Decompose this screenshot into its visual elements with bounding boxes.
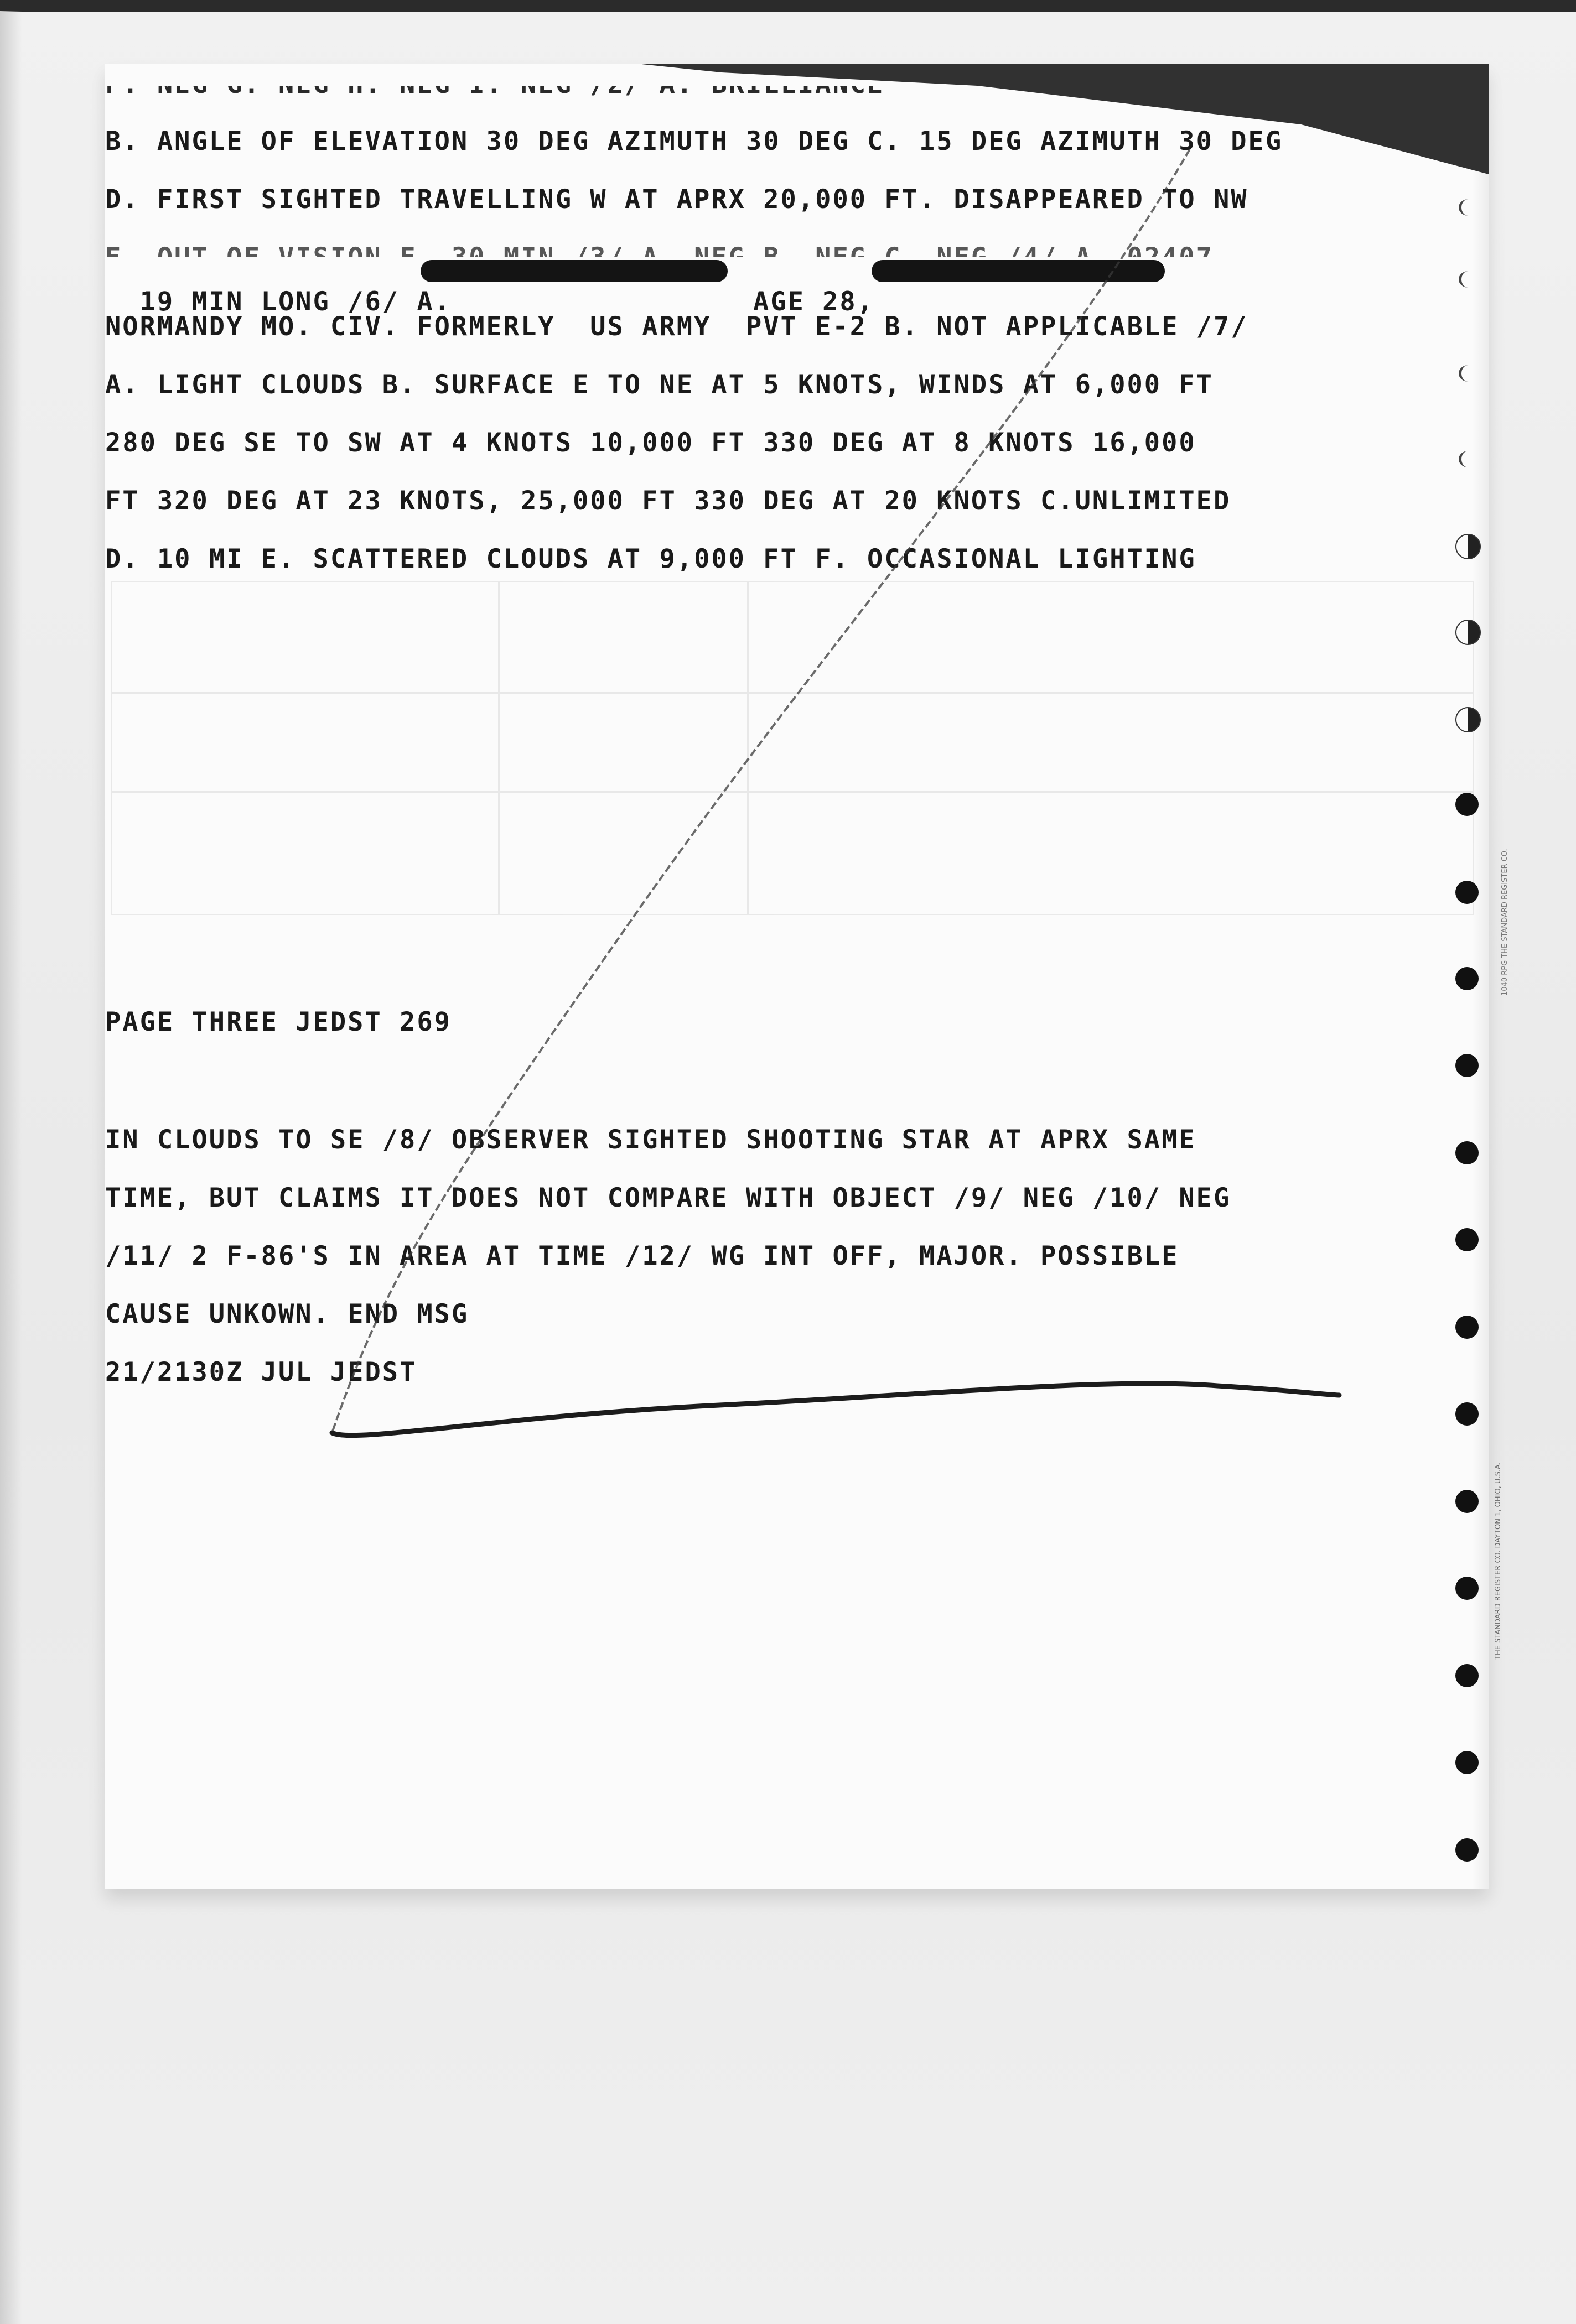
feed-hole <box>1459 271 1478 288</box>
feed-hole <box>1455 1141 1479 1164</box>
feed-hole <box>1455 1490 1479 1513</box>
left-edge-shadow <box>0 11 22 2324</box>
feed-hole <box>1455 1751 1479 1774</box>
feed-hole <box>1455 1838 1479 1862</box>
text-line: NORMANDY MO. CIV. FORMERLY US ARMY PVT E-2 B. NOT APPLICABLE /7/ <box>105 311 1248 342</box>
text-line: IN CLOUDS TO SE /8/ OBSERVER SIGHTED SHOOTING STAR AT APRX SAME <box>105 1125 1196 1155</box>
printer-imprint: THE STANDARD REGISTER CO. DAYTON 1, OHIO, U.S.A. <box>1494 1462 1502 1660</box>
feed-hole <box>1455 1316 1479 1339</box>
text-line: FT 320 DEG AT 23 KNOTS, 25,000 FT 330 DEG AT 20 KNOTS C.UNLIMITED <box>105 486 1231 516</box>
film-top-border <box>0 0 1576 12</box>
message-datetime: 21/2130Z JUL JEDST <box>105 1357 417 1387</box>
redaction-bar <box>421 260 728 282</box>
text-line: D. 10 MI E. SCATTERED CLOUDS AT 9,000 FT F. OCCASIONAL LIGHTING <box>105 544 1196 574</box>
feed-hole <box>1455 1054 1479 1077</box>
line-suffix: AGE 28, <box>753 287 875 317</box>
text-line: B. ANGLE OF ELEVATION 30 DEG AZIMUTH 30 DEG C. 15 DEG AZIMUTH 30 DEG <box>105 126 1283 157</box>
text-line: TIME, BUT CLAIMS IT DOES NOT COMPARE WITH OBJECT /9/ NEG /10/ NEG <box>105 1183 1231 1213</box>
feed-hole <box>1459 451 1478 467</box>
feed-hole <box>1455 620 1481 645</box>
feed-hole <box>1455 534 1481 559</box>
redaction-bar <box>872 260 1165 282</box>
text-line: /11/ 2 F-86'S IN AREA AT TIME /12/ WG INT OFF, MAJOR. POSSIBLE <box>105 1241 1179 1271</box>
page-header: PAGE THREE JEDST 269 <box>105 1007 452 1037</box>
line-prefix: 19 MIN LONG /6/ A. <box>139 287 452 317</box>
feed-hole <box>1455 967 1479 990</box>
text-line: CAUSE UNKOWN. END MSG <box>105 1299 469 1329</box>
text-line: A. LIGHT CLOUDS B. SURFACE E TO NE AT 5 KNOTS, WINDS AT 6,000 FT <box>105 370 1214 400</box>
text-line: 280 DEG SE TO SW AT 4 KNOTS 10,000 FT 330 DEG AT 8 KNOTS 16,000 <box>105 428 1196 458</box>
feed-hole <box>1455 881 1479 904</box>
feed-hole <box>1455 707 1481 732</box>
feed-hole <box>1455 1402 1479 1426</box>
text-line: D. FIRST SIGHTED TRAVELLING W AT APRX 20,000 FT. DISAPPEARED TO NW <box>105 184 1248 215</box>
feed-hole <box>1455 793 1479 816</box>
feed-hole <box>1455 1577 1479 1600</box>
bleed-through-form-lines <box>111 581 1478 924</box>
form-imprint: 1040 RPG THE STANDARD REGISTER CO. <box>1501 849 1509 996</box>
feed-hole <box>1455 1228 1479 1251</box>
feed-hole <box>1459 365 1478 382</box>
feed-hole <box>1459 199 1478 216</box>
feed-hole <box>1455 1664 1479 1687</box>
